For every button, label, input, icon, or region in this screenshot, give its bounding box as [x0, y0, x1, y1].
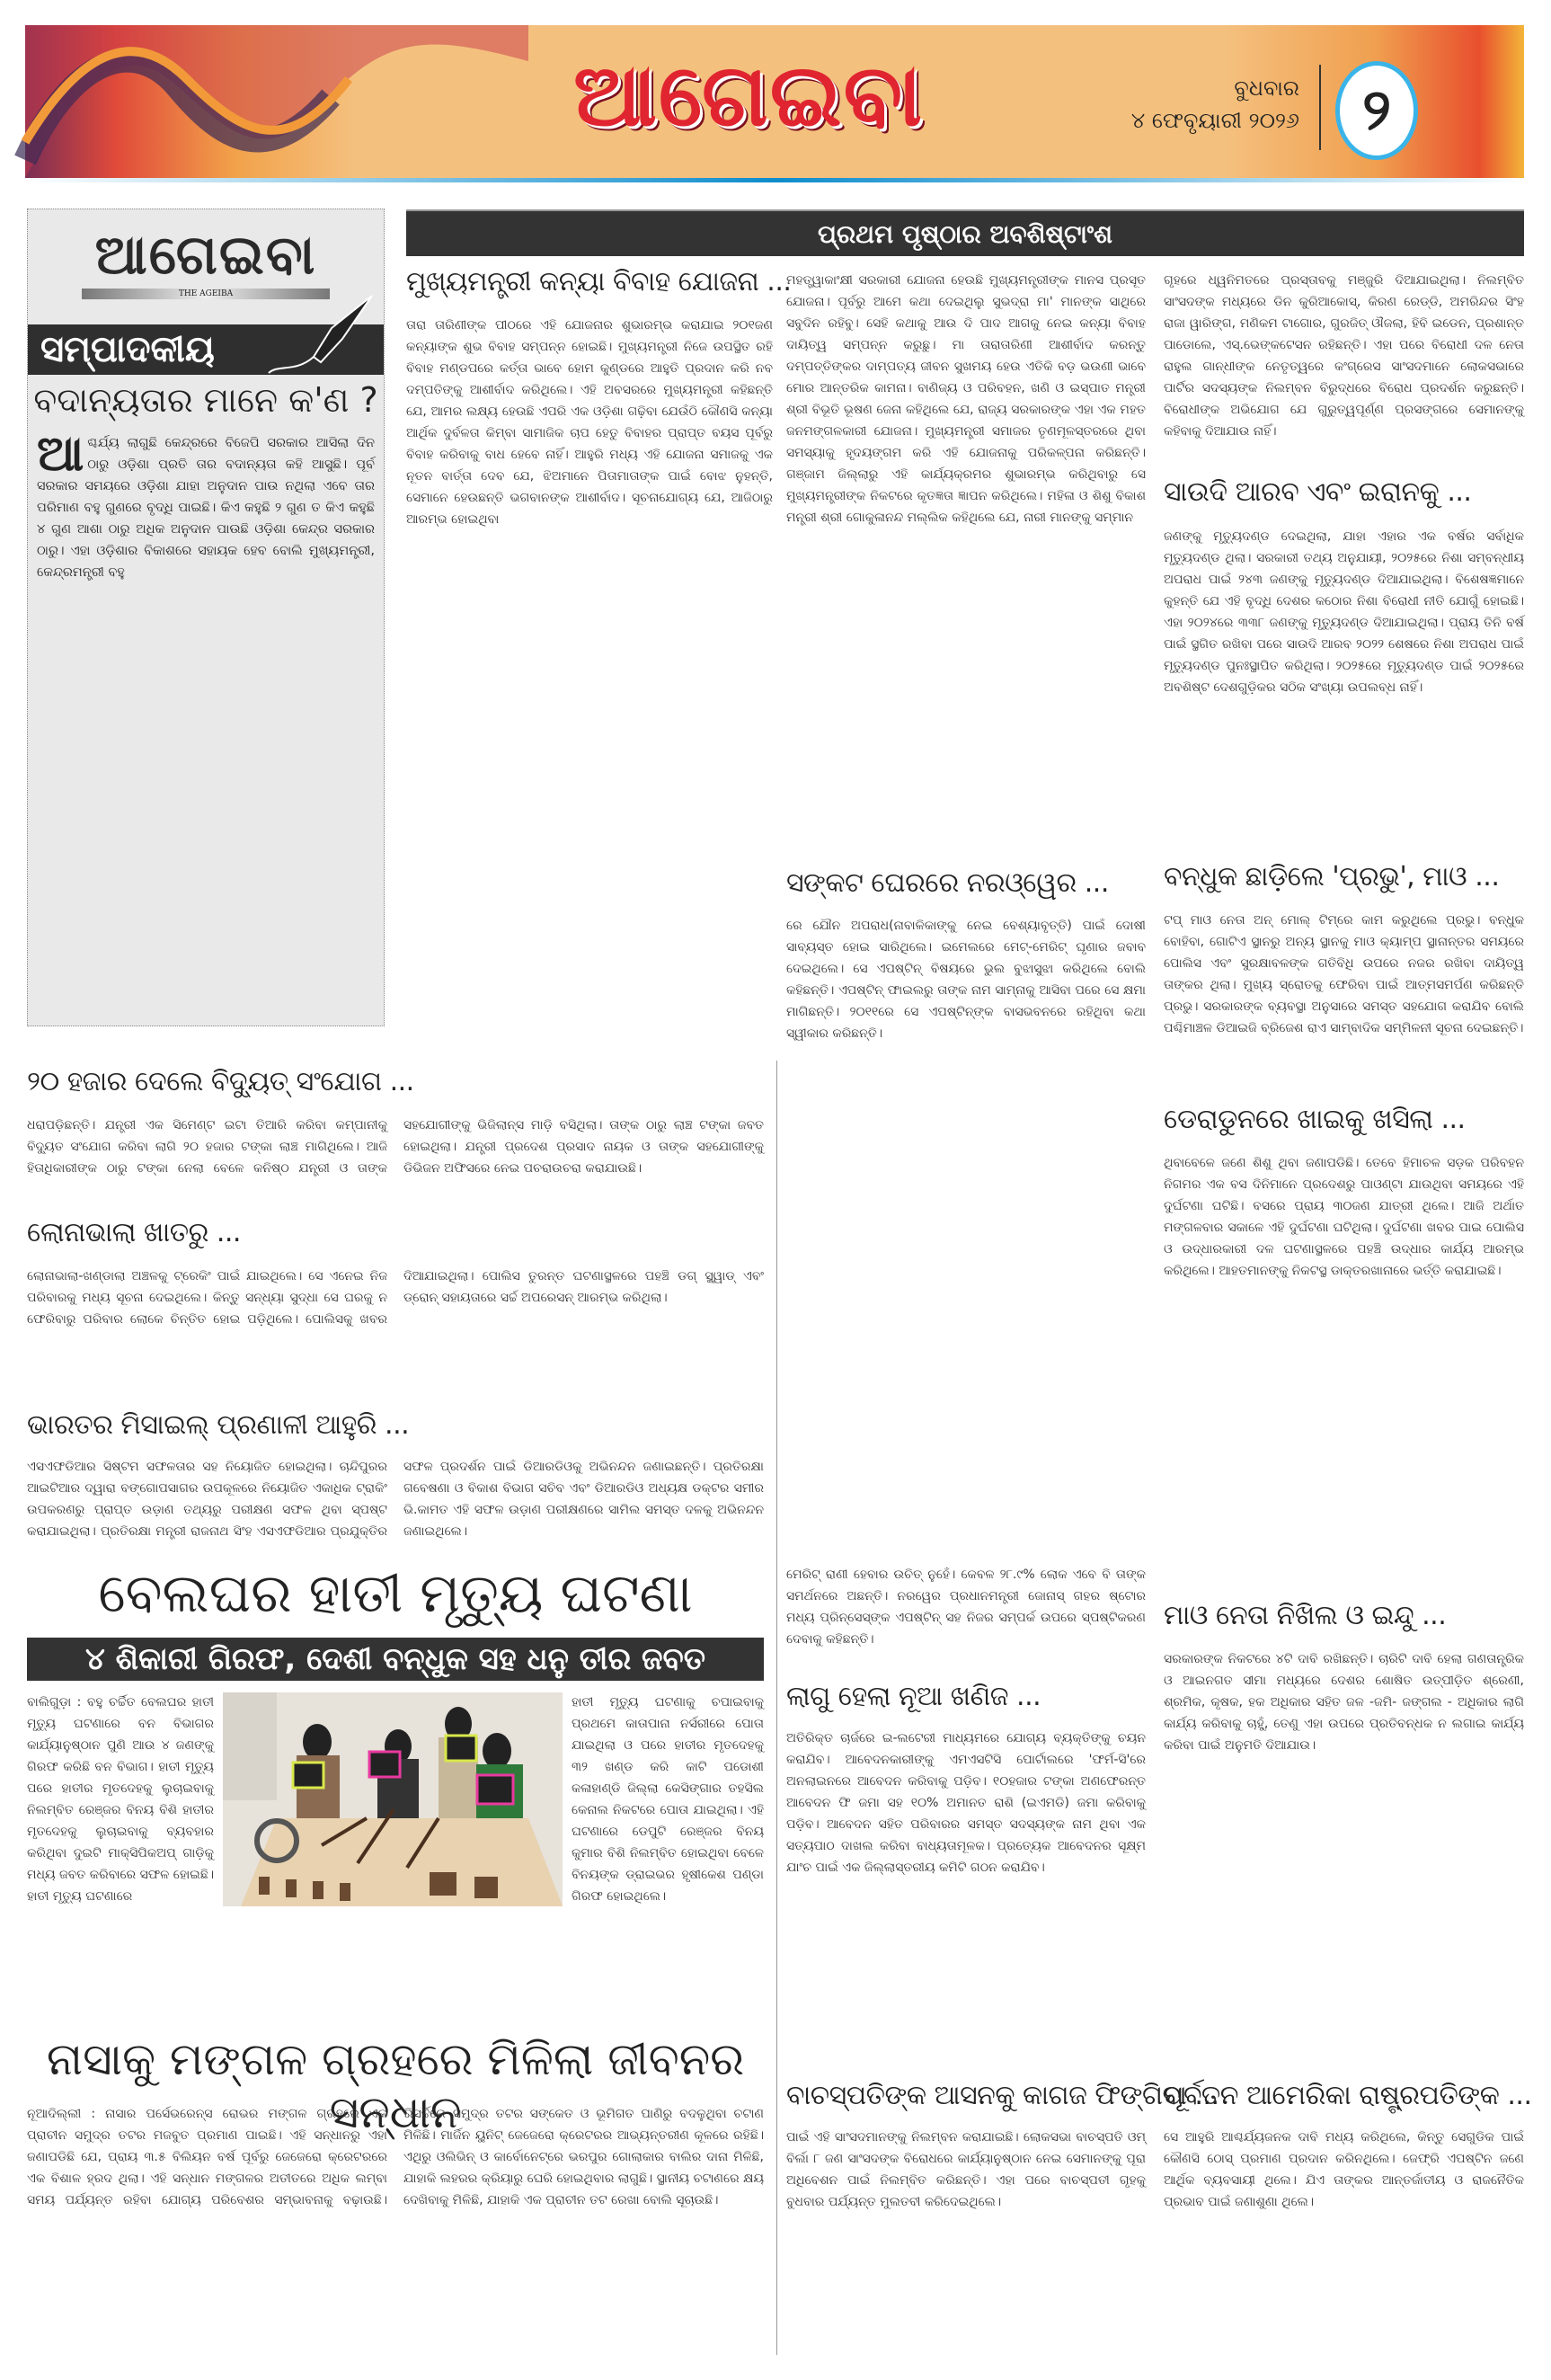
article-body-elephant-left: ବାଲିଗୁଡ଼ା : ବହୁ ଚର୍ଚ୍ଚିତ ବେଲଘର ହାତୀ ମୃତ୍ୟୁ ଘଟଣାରେ ବନ ବିଭାଗର କାର୍ଯ୍ୟାନୁଷ୍ଠାନ ପୁଣି ଆଉ ୪ ଜଣଙ୍କୁ ଗିରଫ କରିଛି ବନ ବିଭାଗ। ହାତୀ ମୃତ୍ୟୁ ପରେ ହାତୀର ମୃତଦେହକୁ ଲୁଚାଇବାକୁ ନିଲମ୍ବିତ ରେଞ୍ଜର ବିନୟ ବିଶି ହାତୀର ମୃତଦେହକୁ ଲୁଚାଇବାକୁ ବ୍ୟବହାର କରିଥିବା ଦୁଇଟି ମାକ୍ସିପିକଅପ୍ ଗାଡ଼ିକୁ ମଧ୍ୟ ଜବତ କରିବାରେ ସଫଳ ହୋଇଛି। ହାତୀ ମୃତ୍ୟୁ ଘଟଣାରେ: [27, 1695, 214, 1904]
masthead: [25, 25, 1524, 178]
fountain-pen-icon: [278, 292, 377, 382]
article-headline-dehradun[interactable]: ଡେରାଡୁନରେ ଖାଇକୁ ଖସିଲା ...: [1164, 1104, 1466, 1135]
article-body-norway-end: ମେରିଟ୍ ରାଣୀ ହେବାର ଉଚିତ୍ ନୁହେଁ। କେବଳ ୨୮.୯% ଲୋକ ଏବେ ବି ତାଙ୍କ ସମର୍ଥନରେ ଅଛନ୍ତି। ନରୱେର ପ୍ରଧାନମନ୍ତ୍ରୀ ଜୋନାସ୍ ଗହର ଷ୍ଟୋର ମଧ୍ୟ ପ୍ରିନ୍ସେସ୍ଙ୍କ ଏପଷ୍ଟିନ୍ ସହ ନିଜର ସମ୍ପର୍କ ଉପରେ ସ୍ପଷ୍ଟିକରଣ ଦେବାକୁ କହିଛନ୍ତି।: [786, 1567, 1146, 1647]
article-headline-elephant[interactable]: ବେଲଘର ହାତୀ ମୃତ୍ୟୁ ଘଟଣା: [98, 1562, 693, 1625]
page-number: ୨: [1335, 61, 1418, 160]
article-headline-nikhil[interactable]: ମାଓ ନେତା ନିଖିଲ ଓ ଇନ୍ଦୁ ...: [1164, 1600, 1447, 1631]
article-body-kanya: ତାରା ତାରିଣୀଙ୍କ ପୀଠରେ ଏହି ଯୋଜନାର ଶୁଭାରମ୍ଭ କରାଯାଇ ୨୦୧ଜଣ କନ୍ୟାଙ୍କ ଶୁଭ ବିବାହ ସମ୍ପନ୍ନ ହୋଇଛି। ମୁଖ୍ୟମନ୍ତ୍ରୀ ନିଜେ ଉପସ୍ଥିତ ରହି ବିବାହ ମଣ୍ଡପରେ କର୍ତ୍ତା ଭାବେ ହୋମ କୁଣ୍ଡରେ ଆହୁତି ପ୍ରଦାନ କରି ନବ ଦମ୍ପତିଙ୍କୁ ଆଶୀର୍ବାଦ କରିଥିଲେ। ଏହି ଅବସରରେ ମୁଖ୍ୟମନ୍ତ୍ରୀ କହିଛନ୍ତି ଯେ, ଆମର ଲକ୍ଷ୍ୟ ହେଉଛି ଏପରି ଏକ ଓଡ଼ିଶା ଗଢ଼ିବା ଯେଉଁଠି କୌଣସି କନ୍ୟା ଆର୍ଥିକ ଦୁର୍ବଳତା କିମ୍ବା ସାମାଜିକ ଚାପ ହେତୁ ବିବାହର ପ୍ରାପ୍ତ ବୟସ ପୂର୍ବରୁ ବିବାହ କରିବାକୁ ବାଧ ହେବେ ନାହିଁ। ଆହୁରି ମଧ୍ୟ ଏହି ଯୋଜନା ସମାଜକୁ ଏକ ନୂତନ ବାର୍ତ୍ତା ଦେବ ଯେ, ଝିଅମାନେ ପିତାମାତାଙ୍କ ପାଇଁ ବୋଝ ନୁହନ୍ତି, ସେମାନେ ହେଉଛନ୍ତି ଭଗବାନଙ୍କ ଆଶୀର୍ବାଦ। ସୂଚନାଯୋଗ୍ୟ ଯେ, ଆଜିଠାରୁ ଆରମ୍ଭ ହୋଇଥିବା: [406, 318, 773, 527]
article-body-loksabha-cont: ଗୃହରେ ଧ୍ୱନିମତରେ ପ୍ରସ୍ତାବକୁ ମଞ୍ଜୁରି ଦିଆଯାଇଥିଲା। ନିଲମ୍ବିତ ସାଂସଦଙ୍କ ମଧ୍ୟରେ ଡିନ କୁରିଆକୋସ୍, କିରଣ ରେଡ୍ଡି, ଅମରିନ୍ଦର ସିଂହ ରାଜା ୱାରିଙ୍ଗ, ମଣିକମ ଟାଗୋର, ଗୁରଜିତ୍ ଔଜଲା, ହିବି ଇଡେନ, ପ୍ରଶାନ୍ତ ପାଡୋଲେ, ଏସ୍.ଭେଙ୍କଟେସନ ରହିଛନ୍ତି। ଏହା ପରେ ବିରୋଧୀ ଦଳ ନେତା ରାହୁଲ ଗାନ୍ଧୀଙ୍କ ନେତୃତ୍ୱରେ କଂଗ୍ରେସ ସାଂସଦମାନେ ଲୋକସଭାରେ ପାର୍ଟିର ସଦସ୍ୟଙ୍କ ନିଲମ୍ବନ ବିରୁଦ୍ଧରେ ବିରୋଧ ପ୍ରଦର୍ଶନ କରୁଛନ୍ତି। ବିରୋଧୀଙ୍କ ଅଭିଯୋଗ ଯେ ଗୁରୁତ୍ୱପୂର୍ଣ୍ଣ ପ୍ରସଙ୍ଗରେ ସେମାନଙ୍କୁ କହିବାକୁ ଦିଆଯାଉ ନାହିଁ।: [1164, 273, 1524, 439]
newspaper-logo: ଆଗେଇବା: [573, 45, 924, 146]
editorial-box: [27, 209, 385, 1026]
article-headline-nasa[interactable]: ନାସାକୁ ମଙ୍ଗଳ ଗ୍ରହରେ ମିଳିଲା ଜୀବନର ସନ୍ଧାନ: [46, 2033, 745, 2138]
article-body-elephant-right: ହାତୀ ମୃତ୍ୟୁ ଘଟଣାକୁ ଚପାଇବାକୁ ପ୍ରଥମେ କାତାପାନା ନର୍ସରୀରେ ପୋତା ଯାଇଥିଲା ଓ ପରେ ହାତୀର ମୃତଦେହକୁ ୩୨ ଖଣ୍ଡ କରି କାଟି ପଡୋଶୀ କଳାହାଣ୍ଡି ଜିଲ୍ଲା କେସିଙ୍ଗାର ତହସିଲ କେନାଲ ନିକଟରେ ପୋତା ଯାଇଥିଲା। ଏହି ଘଟଣାରେ ଡେପୁଟି ରେଞ୍ଜର ବିନୟ କୁମାର ବିଶି ନିଲମ୍ବିତ ହୋଇଥିବା ବେଳେ ବିନୟଙ୍କ ଡ୍ରାଇଭର ହୃଷୀକେଶ ପଣ୍ଡା ଗିରଫ ହୋଇଥିଲେ।: [572, 1695, 764, 1904]
article-body-khanija: ଅତିରିକ୍ତ ଚାର୍ଜରେ ଇ-ଲଟେରୀ ମାଧ୍ୟମରେ ଯୋଗ୍ୟ ବ୍ୟକ୍ତିଙ୍କୁ ଚୟନ କରାଯିବ। ଆବେଦନକାରୀଙ୍କୁ ଏମଏସଟିସି ପୋର୍ଟାଲରେ 'ଫର୍ମ-ସି'ରେ ଅନଲାଇନରେ ଆବେଦନ କରିବାକୁ ପଡ଼ିବ। ୧୦ହଜାର ଟଙ୍କା ଅଣଫେରନ୍ତ ଆବେଦନ ଫି ଜମା ସହ ୧୦% ଅମାନତ ରାଶି (ଇଏମଡି) ଜମା କରିବାକୁ ପଡ଼ିବ। ଆବେଦନ ସହିତ ପରିବାରର ସମସ୍ତ ସଦସ୍ୟଙ୍କ ନାମ ଥିବା ଏକ ସତ୍ୟପାଠ ଦାଖଲ କରିବା ବାଧ୍ୟତାମୂଳକ। ପ୍ରତ୍ୟେକ ଆବେଦନର ସୂକ୍ଷ୍ମ ଯାଂଚ ପାଇଁ ଏକ ଜିଲ୍ଲାସ୍ତରୀୟ କମିଟି ଗଠନ କରାଯିବ।: [786, 1731, 1146, 1875]
article-body-lonavala: ଲୋନାଭାଲା-ଖଣ୍ଡାଲା ଅଞ୍ଚଳକୁ ଟ୍ରେକିଂ ପାଇଁ ଯାଇଥିଲେ। ସେ ଏନେଇ ନିଜ ପରିବାରକୁ ମଧ୍ୟ ସୂଚନା ଦେଇଥିଲେ। କିନ୍ତୁ ସନ୍ଧ୍ୟା ସୁଦ୍ଧା ସେ ଘରକୁ ନ ଫେରିବାରୁ ପରିବାର ଲୋକେ ଚିନ୍ତିତ ହୋଇ ପଡ଼ିଥିଲେ। ପୋଲିସକୁ ଖବର ଦିଆଯାଇଥିଲା। ପୋଲିସ ତୁରନ୍ତ ଘଟଣାସ୍ଥଳରେ ପହଞ୍ଚି ଡଗ୍ ସ୍କ୍ୱାଡ୍ ଏବଂ ଡ୍ରୋନ୍ ସହାୟତାରେ ସର୍ଚ୍ଚ ଅପରେସନ୍ ଆରମ୍ଭ କରିଥିଲା।: [27, 1269, 764, 1327]
column-divider: [776, 1061, 777, 2355]
photo-illustration: [223, 1692, 563, 1906]
article-headline-norway[interactable]: ସଙ୍କଟ ଘେରରେ ନରଓ୍ୱେର ...: [786, 867, 1109, 899]
editorial-headline: ବଦାନ୍ୟତାର ମାନେ କ'ଣ ?: [33, 380, 378, 420]
news-photo-seized-weapons: [223, 1692, 563, 1906]
article-headline-prabhu[interactable]: ବନ୍ଧୁକ ଛାଡ଼ିଲେ 'ପ୍ରଭୁ', ମାଓ ...: [1164, 861, 1500, 892]
article-headline-lonavala[interactable]: ଲୋନାଭାଲା ଖାତରୁ ...: [27, 1217, 241, 1248]
article-headline-saudi[interactable]: ସାଉଦି ଆରବ ଏବଂ ଇରାନକୁ ...: [1164, 476, 1472, 508]
article-headline-khanija[interactable]: ଲାଗୁ ହେଲା ନୂଆ ଖଣିଜ ...: [786, 1681, 1041, 1712]
editorial-logo-subtitle: THE AGEIBA: [82, 289, 330, 299]
article-body-trump: ସେ ଆହୁରି ଆଶ୍ଚର୍ଯ୍ୟଜନକ ଦାବି ମଧ୍ୟ କରିଥିଲେ, କିନ୍ତୁ ସେଗୁଡିକ ପାଇଁ କୌଣସି ଠୋସ୍ ପ୍ରମାଣ ପ୍ରଦାନ କରିନଥିଲେ। ଜେଫ୍ରି ଏପଷ୍ଟିନ ଜଣେ ଆର୍ଥିକ ବ୍ୟବସାୟୀ ଥିଲେ। ଯିଏ ତାଙ୍କର ଆନ୍ତର୍ଜାତୀୟ ଓ ରାଜନୈତିକ ପ୍ରଭାବ ପାଇଁ ଜଣାଶୁଣା ଥିଲେ।: [1164, 2130, 1524, 2209]
decorative-wave-graphic: [25, 25, 528, 178]
article-body-dehradun: ଥିବାବେଳେ ଜଣେ ଶିଶୁ ଥିବା ଜଣାପଡିଛି। ତେବେ ହିମାଚଳ ସଡ଼କ ପରିବହନ ନିଗମର ଏକ ବସ ଦିନିମାନେ ପ୍ରଦେଶରୁ ପାଓଣ୍ଟା ଯାଉଥିବା ସମୟରେ ଏହି ଦୁର୍ଘଟଣା ଘଟିଛି। ବସରେ ପ୍ରାୟ ୩୦ଜଣ ଯାତ୍ରୀ ଥିଲେ। ଆଜି ଅର୍ଥାତ ମଙ୍ଗଳବାର ସକାଳେ ଏହି ଦୁର୍ଘଟଣା ଘଟିଥିଲା। ଦୁର୍ଘଟଣା ଖବର ପାଇ ପୋଲିସ ଓ ଉଦ୍ଧାରକାରୀ ଦଳ ଘଟଣାସ୍ଥଳରେ ପହଞ୍ଚି ଉଦ୍ଧାର କାର୍ଯ୍ୟ ଆରମ୍ଭ କରିଥିଲେ। ଆହତମାନଙ୍କୁ ନିକଟସ୍ଥ ଡାକ୍ତରଖାନାରେ ଭର୍ତ୍ତି କରାଯାଇଛି।: [1164, 1156, 1524, 1278]
editorial-section-label: ସମ୍ପାଦକୀୟ: [28, 324, 384, 375]
article-headline-trump[interactable]: ପୂର୍ବତନ ଆମେରିକା ରାଷ୍ଟ୍ରପତିଙ୍କ ...: [1164, 2080, 1532, 2111]
issue-date: [1131, 72, 1299, 137]
article-body-nasa: ନୂଆଦିଲ୍ଲୀ : ନାସାର ପର୍ସେଭରେନ୍ସ ରୋଭର ମଙ୍ଗଳ ଗ୍ରହରେ ଏକ ପ୍ରାଚୀନ ସମୁଦ୍ର ତଟର ମଜବୁତ ପ୍ରମାଣ ପାଇଛି। ଏହି ସନ୍ଧାନରୁ ଏହା ଜଣାପଡିଛି ଯେ, ପ୍ରାୟ ୩.୫ ବିଲିୟନ ବର୍ଷ ପୂର୍ବରୁ ଜେଜେରୋ କ୍ରେଟରରେ ଏକ ବିଶାଳ ହ୍ରଦ ଥିଲା। ଏହି ସନ୍ଧାନ ମଙ୍ଗଳର ଅତୀତରେ ଅଧିକ ଲମ୍ବା ସମୟ ପର୍ଯ୍ୟନ୍ତ ରହିବା ଯୋଗ୍ୟ ପରିବେଶର ସମ୍ଭାବନାକୁ ବଢ଼ାଉଛି। ରିସର୍ଚ୍ଚରେ ସମୁଦ୍ର ତଟର ସଙ୍କେତ ଓ ଭୂମିଗତ ପାଣିରୁ ବଦଳୁଥିବା ଚଟାଣ ମିଳିଛି। ମାର୍ଜିନ ୟୁନିଟ୍ ଜେଜେରୋ କ୍ରେଟରର ଆଭ୍ୟନ୍ତରୀଣ କୂଳରେ ରହିଛି। ଏଥିରୁ ଓଲିଭିନ୍ ଓ କାର୍ବୋନେଟ୍ରେ ଭରପୁର ଗୋଲାକାର ବାଲିର ଦାନା ମିଳିଛି, ଯାହାକି ଲହରର କ୍ରିୟାରୁ ଘେରି ହୋଇଥିବାର ଲାଗୁଛି। ସ୍ଥାନୀୟ ଚଟାଣରେ କ୍ଷୟ ଦେଖିବାକୁ ମିଳିଛି, ଯାହାକି ଏକ ପ୍ରାଚୀନ ତଟ ରେଖା ବୋଲି ସୂଚାଉଛି।: [27, 2107, 764, 2207]
editorial-logo: ଆଗେଇବା: [94, 224, 317, 287]
article-body-elephant-under-photo: [223, 1911, 563, 2024]
article-body-saudi: ଜଣଙ୍କୁ ମୃତ୍ୟୁଦଣ୍ଡ ଦେଇଥିଲା, ଯାହା ଏହାର ଏକ ବର୍ଷର ସର୍ବାଧିକ ମୃତ୍ୟୁଦଣ୍ଡ ଥିଲା। ସରକାରୀ ତଥ୍ୟ ଅନୁଯାୟୀ, ୨୦୨୫ରେ ନିଶା ସମ୍ବନ୍ଧୀୟ ଅପରାଧ ପାଇଁ ୨୪୩ ଜଣଙ୍କୁ ମୃତ୍ୟୁଦଣ୍ଡ ଦିଆଯାଇଥିଲା। ବିଶେଷଜ୍ଞମାନେ କୁହନ୍ତି ଯେ ଏହି ବୃଦ୍ଧି ଦେଶର କଠୋର ନିଶା ବିରୋଧୀ ନୀତି ଯୋଗୁଁ ହୋଇଛି। ଏହା ୨୦୨୪ରେ ୩୩୮ ଜଣଙ୍କୁ ମୃତ୍ୟୁଦଣ୍ଡ ଦିଆଯାଇଥିଲା। ପ୍ରାୟ ତିନି ବର୍ଷ ପାଇଁ ସ୍ଥଗିତ ରଖିବା ପରେ ସାଉଦି ଆରବ ୨୦୨୨ ଶେଷରେ ନିଶା ଅପରାଧ ପାଇଁ ମୃତ୍ୟୁଦଣ୍ଡ ପୁନଃସ୍ଥାପିତ କରିଥିଲା। ୨୦୨୫ରେ ମୃତ୍ୟୁଦଣ୍ଡ ପାଇଁ ୨୦୨୫ରେ ଅବଶିଷ୍ଟ ଦେଶଗୁଡ଼ିକର ସଠିକ ସଂଖ୍ୟା ଉପଲବ୍ଧ ନାହିଁ।: [1164, 529, 1524, 695]
divider: [1319, 65, 1321, 150]
article-headline-missile[interactable]: ଭାରତର ମିସାଇଲ୍ ପ୍ରଣାଳୀ ଆହୁରି ...: [27, 1409, 410, 1441]
article-body-kanya-cont: ମହତ୍ତ୍ୱାକାଂକ୍ଷୀ ସରକାରୀ ଯୋଜନା ହେଉଛି ମୁଖ୍ୟମନ୍ତ୍ରୀଙ୍କ ମାନସ ପ୍ରସୂତ ଯୋଜନା। ପୂର୍ବରୁ ଆମେ କଥା ଦେଇଥିଲୁ ସୁଭଦ୍ରା ମା' ମାନଙ୍କ ସାଥିରେ ସବୁଦିନ ରହିବୁ। ସେହି କଥାକୁ ଆଉ ଦି ପାଦ ଆଗକୁ ନେଇ କନ୍ୟା ବିବାହ ଦାୟିତ୍ୱ ସମ୍ପନ୍ନ କରୁଛୁ। ମା ତାରାତାରିଣୀ ଆଶୀର୍ବାଦ କରନ୍ତୁ ଦମ୍ପତ୍ତିଙ୍କର ଦାମ୍ପତ୍ୟ ଜୀବନ ସୁଖମୟ ହେଉ ଏତିକି ବଡ଼ ଭଉଣୀ ଭାବେ ମୋର ଆନ୍ତରିକ କାମନା। ବାଣିଜ୍ୟ ଓ ପରିବହନ, ଖଣି ଓ ଇସ୍ପାତ ମନ୍ତ୍ରୀ ଶ୍ରୀ ବିଭୂତି ଭୂଷଣ ଜେନା କହିଥିଲେ ଯେ, ରାଜ୍ୟ ସରକାରଙ୍କ ଏହା ଏକ ମହତ ଜନମଙ୍ଗଳକାରୀ ଯୋଜନା। ମୁଖ୍ୟମନ୍ତ୍ରୀ ସମାଜର ତୃଣମୂଳସ୍ତରରେ ଥିବା ସମସ୍ୟାକୁ ହୃଦୟଙ୍ଗମ କରି ଏହି ଯୋଜନାକୁ ପରିକଳ୍ପନା କରିଛନ୍ତି। ଗଞ୍ଜାମ ଜିଲ୍ଲାରୁ ଏହି କାର୍ଯ୍ୟକ୍ରମର ଶୁଭାରମ୍ଭ କରିଥିବାରୁ ସେ ମୁଖ୍ୟମନ୍ତ୍ରୀଙ୍କ ନିକଟରେ କୃତଜ୍ଞତା ଜ୍ଞାପନ କରିଥିଲେ। ମହିଳା ଓ ଶିଶୁ ବିକାଶ ମନ୍ତ୍ରୀ ଶ୍ରୀ ଗୋକୁଳାନନ୍ଦ ମଲ୍ଲିକ କହିଥିଲେ ଯେ, ନାରୀ ମାନଙ୍କୁ ସମ୍ମାନ: [786, 273, 1146, 525]
article-headline-bidyut[interactable]: ୨୦ ହଜାର ଦେଲେ ବିଦ୍ୟୁତ୍ ସଂଯୋଗ ...: [27, 1066, 414, 1097]
editorial-body: ଆଶ୍ଚର୍ଯ୍ୟ ଲାଗୁଛି କେନ୍ଦ୍ରରେ ବିଜେପି ସରକାର ଆସିଲା ଦିନ ଠାରୁ ଓଡ଼ିଶା ପ୍ରତି ତାର ବଦାନ୍ୟତା କହି ଆସୁଛି। ପୂର୍ବ ସରକାର ସମୟରେ ଓଡ଼ିଶା ଯାହା ଅନୁଦାନ ପାଉ ନଥିଲା ଏବେ ତାର ପରିମାଣ ବହୁ ଗୁଣରେ ବୃଦ୍ଧି ପାଇଛି। କିଏ କହୁଛି ୨ ଗୁଣ ତ କିଏ କହୁଛି ୪ ଗୁଣ ଆଶା ଠାରୁ ଅଧିକ ଅନୁଦାନ ପାଉଛି ଓଡ଼ିଶା କେନ୍ଦ୍ର ସରକାର ଠାରୁ। ଏହା ଓଡ଼ିଶାର ବିକାଶରେ ସହାୟକ ହେବ ବୋଲି ମୁଖ୍ୟମନ୍ତ୍ରୀ, କେନ୍ଦ୍ରମନ୍ତ୍ରୀ ବହୁ: [37, 425, 375, 580]
article-body-norway: ରେ ଯୌନ ଅପରାଧ(ନାବାଳିକାଙ୍କୁ ନେଇ ବେଶ୍ୟାବୃତ୍ତି) ପାଇଁ ଦୋଷୀ ସାବ୍ୟସ୍ତ ହୋଇ ସାରିଥିଲେ। ଇମେଲରେ ମେଟ୍-ମେରିଟ୍ ଘୃଣାର ଜବାବ ଦେଇଥିଲେ। ସେ ଏପଷ୍ଟିନ୍ ବିଷୟରେ ଭୁଲ ବୁଝାସୁଝା କରିଥିଲେ ବୋଲି କହିଛନ୍ତି। ଏପଷ୍ଟିନ୍ ଫାଇଲରୁ ତାଙ୍କ ନାମ ସାମ୍ନାକୁ ଆସିବା ପରେ ସେ କ୍ଷମା ମାଗିଛନ୍ତି। ୨୦୧୧ରେ ସେ ଏପଷ୍ଟିନ୍ଙ୍କ ବାସଭବନରେ ରହିଥିବା କଥା ସ୍ୱୀକାର କରିଛନ୍ତି।: [786, 919, 1146, 1041]
dropcap: ଆ: [37, 425, 84, 482]
article-body-bidyut: ଧରାପଡ଼ିଛନ୍ତି। ଯନ୍ତ୍ରୀ ଏକ ସିମେଣ୍ଟ ଇଟା ତିଆରି କରିବା କମ୍ପାନୀକୁ ବିଦ୍ୟୁତ ସଂଯୋଗ କରିବା ଲାଗି ୨୦ ହଜାର ଟଙ୍କା ଲାଞ୍ଚ ମାଗିଥିଲେ। ଆଜି ହିତାଧିକାରୀଙ୍କ ଠାରୁ ଟଙ୍କା ନେଲା ବେଳେ କନିଷ୍ଠ ଯନ୍ତ୍ରୀ ଓ ତାଙ୍କ ସହଯୋଗୀଙ୍କୁ ଭିଜିଲାନ୍ସ ମାଡ଼ି ବସିଥିଲା। ତାଙ୍କ ଠାରୁ ଲାଞ୍ଚ ଟଙ୍କା ଜବତ ହୋଇଥିଲା। ଯନ୍ତ୍ରୀ ପ୍ରଦେଶ ପ୍ରସାଦ ନାୟକ ଓ ତାଙ୍କ ସହଯୋଗୀଙ୍କୁ ଡିଭିଜନ ଅଫିସରେ ନେଇ ପଚରାଉଚରା କରାଯାଉଛି।: [27, 1118, 764, 1176]
article-headline-bachaspati[interactable]: ବାଚସ୍ପତିଙ୍କ ଆସନକୁ କାଗଜ ଫିଙ୍ଗିବା ...: [786, 2080, 1219, 2111]
weekday: ବୁଧବାର: [1234, 75, 1299, 101]
article-body-bachaspati: ପାଇଁ ଏହି ସାଂସଦମାନଙ୍କୁ ନିଲମ୍ବନ କରାଯାଇଛି। ଲୋକସଭା ବାଚସ୍ପତି ଓମ୍ ବିର୍ଲା ୮ ଜଣ ସାଂସଦଙ୍କ ବିରୋଧରେ କାର୍ଯ୍ୟାନୁଷ୍ଠାନ ନେଇ ସେମାନଙ୍କୁ ପୂରା ଅଧିବେଶନ ପାଇଁ ନିଲମ୍ବିତ କରିଛନ୍ତି। ଏହା ପରେ ବାଚସ୍ପତୀ ଗୃହକୁ ବୁଧବାର ପର୍ଯ୍ୟନ୍ତ ମୁଲତବୀ କରିଦେଇଥିଲେ।: [786, 2130, 1146, 2209]
article-body-nikhil: ସରକାରଙ୍କ ନିକଟରେ ୪ଟି ଦାବି ରଖିଛନ୍ତି। ଚାରିଟି ଦାବି ହେଲା ଗଣତାନ୍ତ୍ରିକ ଓ ଆଇନଗତ ସୀମା ମଧ୍ୟରେ ଦେଶର ଶୋଷିତ ଉତ୍ପୀଡ଼ିତ ଶ୍ରେଣୀ, ଶ୍ରମିକ, କୃଷକ, ହକ ଅଧିକାର ସହିତ ଜଳ -ଜମି- ଜଙ୍ଗଲ - ଅଧିକାର ଲାଗି କାର୍ଯ୍ୟ କରିବାକୁ ଚାହୁଁ, ତେଣୁ ଏହା ଉପରେ ପ୍ରତିବନ୍ଧକ ନ ଲଗାଇ କାର୍ଯ୍ୟ କରିବା ପାଇଁ ଅନୁମତି ଦିଆଯାଉ।: [1164, 1652, 1524, 1753]
article-headline-kanya[interactable]: ମୁଖ୍ୟମନ୍ତ୍ରୀ କନ୍ୟା ବିବାହ ଯୋଜନା ...: [406, 266, 792, 298]
masthead-rule: [25, 178, 1524, 182]
date: ୪ ଫେବୃୟାରୀ ୨୦୨୬: [1130, 108, 1299, 133]
article-body-prabhu: ଟପ୍ ମାଓ ନେତା ଅନ୍ ମୋଲ୍ ଟିମ୍ରେ କାମ କରୁଥିଲେ ପ୍ରଭୁ। ବନ୍ଧୁକ ବୋହିବା, ଗୋଟିଏ ସ୍ଥାନରୁ ଅନ୍ୟ ସ୍ଥାନକୁ ମାଓ କ୍ୟାମ୍ପ ସ୍ଥାନାନ୍ତର ସମୟରେ ପୋଲିସ ଏବଂ ସୁରକ୍ଷାବଳଙ୍କ ଗତିବିଧି ଉପରେ ନଜର ରଖିବା ଦାୟିତ୍ୱ ତାଙ୍କର ଥିଲା। ମୁଖ୍ୟ ସ୍ରୋତକୁ ଫେରିବା ପାଇଁ ଆତ୍ମସମର୍ପଣ କରିଛନ୍ତି ପ୍ରଭୁ। ସରକାରଙ୍କ ବ୍ୟବସ୍ଥା ଅନୁସାରେ ସମସ୍ତ ସହଯୋଗ କରାଯିବ ବୋଲି ପଶ୍ଚିମାଞ୍ଚଳ ଡିଆଇଜି ବ୍ରିଜେଶ ରାଏ ସାମ୍ବାଦିକ ସମ୍ମିଳନୀ ସୂଚନା ଦେଇଛନ୍ତି।: [1164, 913, 1524, 1035]
article-subheadline-elephant: ୪ ଶିକାରୀ ଗିରଫ, ଦେଶୀ ବନ୍ଧୁକ ସହ ଧନୁ ତୀର ଜବତ: [27, 1638, 764, 1681]
section-banner: ପ୍ରଥମ ପୃଷ୍ଠାର ଅବଶିଷ୍ଟାଂଶ: [406, 209, 1524, 256]
article-body-missile: ଏସଏଫଡିଆର ସିଷ୍ଟମ ସଫଳତାର ସହ ନିୟୋଜିତ ହୋଇଥିଲା। ଚାନ୍ଦିପୁରର ଆଇଟିଆର ଦ୍ୱାରା ବଙ୍ଗୋପସାଗର ଉପକୂଳରେ ନିୟୋଜିତ ଏକାଧିକ ଟ୍ରାକିଂ ଉପକରଣରୁ ପ୍ରାପ୍ତ ଉଡ଼ାଣ ତଥ୍ୟରୁ ପରୀକ୍ଷଣ ସଫଳ ଥିବା ସ୍ପଷ୍ଟ କରାଯାଇଥିଲା। ପ୍ରତିରକ୍ଷା ମନ୍ତ୍ରୀ ରାଜନାଥ ସିଂହ ଏସଏଫଡିଆର ପ୍ରଯୁକ୍ତିର ସଫଳ ପ୍ରଦର୍ଶନ ପାଇଁ ଡିଆରଡିଓକୁ ଅଭିନନ୍ଦନ ଜଣାଇଛନ୍ତି। ପ୍ରତିରକ୍ଷା ଗବେଷଣା ଓ ବିକାଶ ବିଭାଗ ସଚିବ ଏବଂ ଡିଆରଡିଓ ଅଧ୍ୟକ୍ଷ ଡକ୍ଟର ସମୀର ଭି.କାମତ ଏହି ସଫଳ ଉଡ଼ାଣ ପରୀକ୍ଷଣରେ ସାମିଲ ସମସ୍ତ ଦଳକୁ ଅଭିନନ୍ଦନ ଜଣାଇଥିଲେ।: [27, 1460, 764, 1539]
